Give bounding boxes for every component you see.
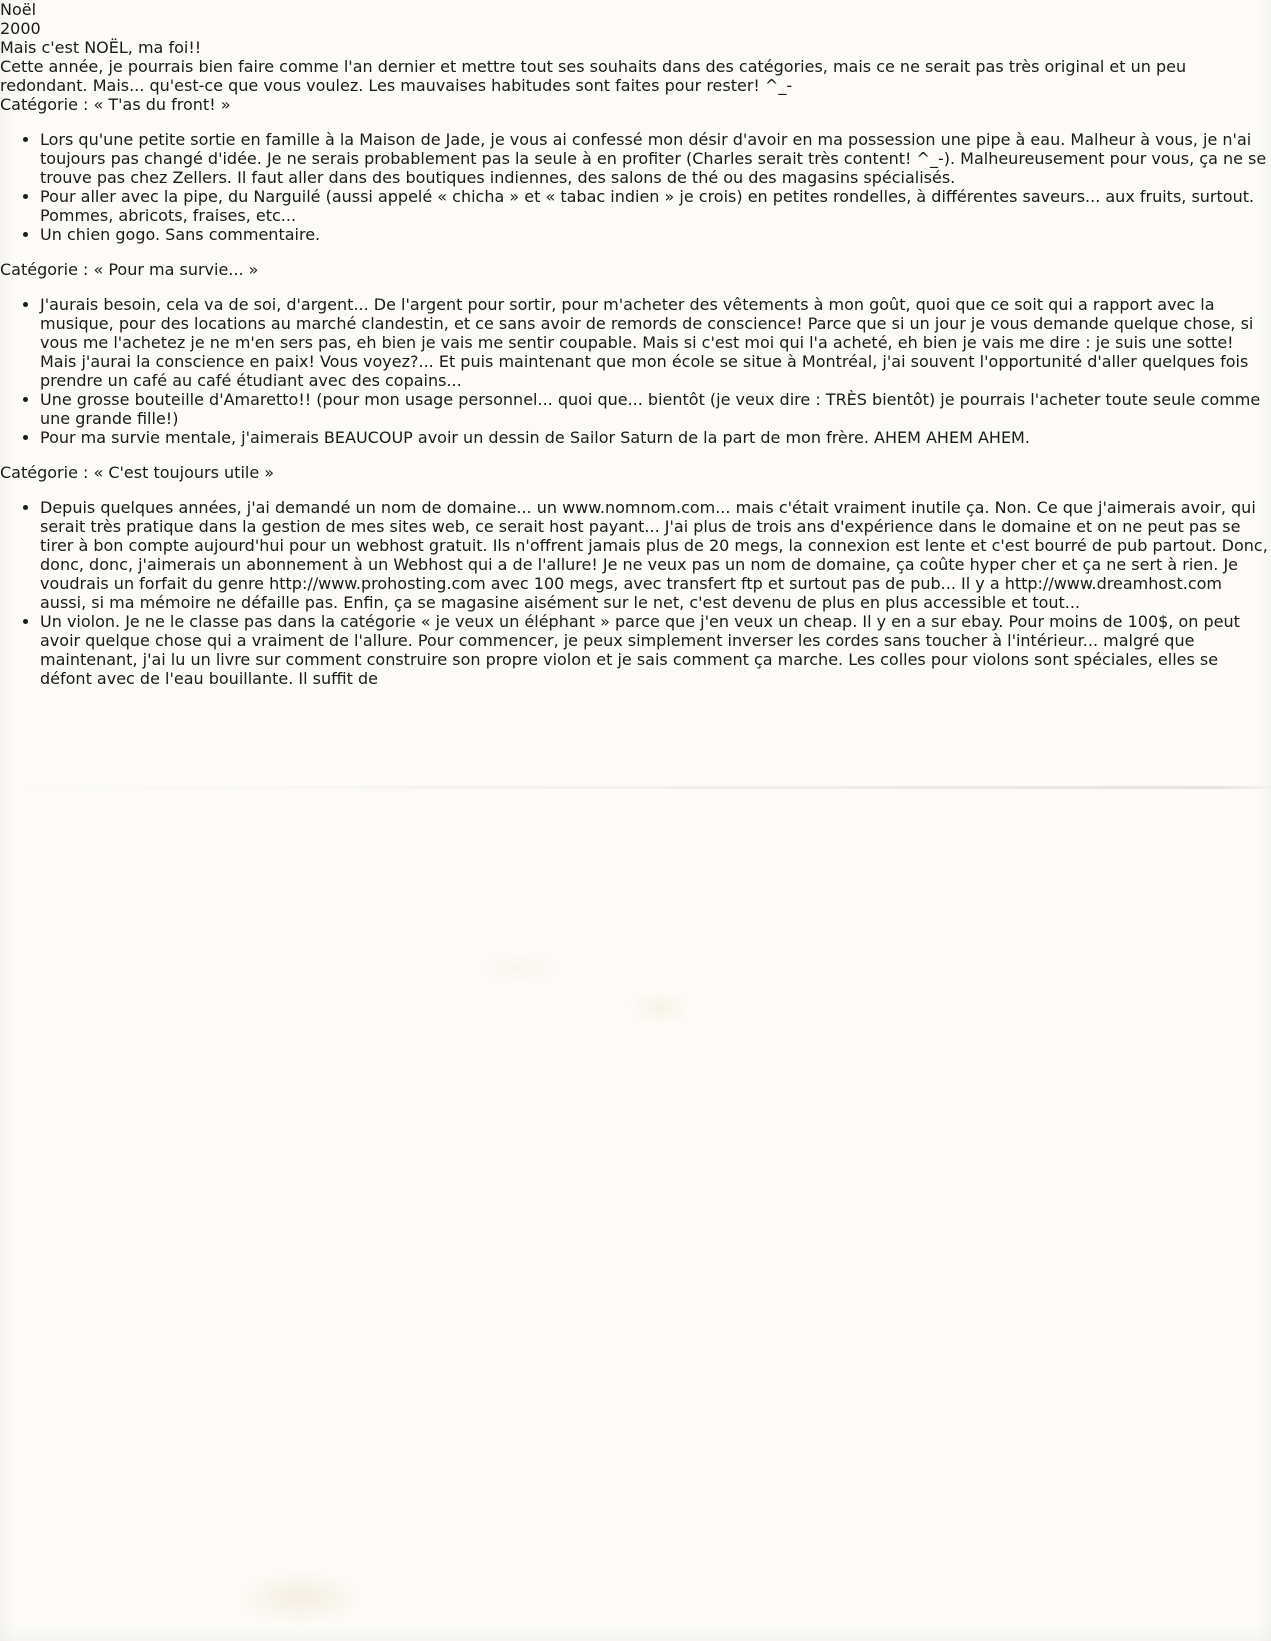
document-content bbox=[0, 38, 1271, 688]
category-heading bbox=[0, 463, 1271, 482]
bold-text: argent bbox=[300, 295, 354, 314]
bold-text: violon bbox=[66, 612, 116, 631]
text-run: . Je ne le classe pas dans la catégorie « je veux un éléphant » parce que j'en veux un cheap. Il y en a sur ebay. Pour moins de 100$, on peut avoir quelque chose qui a vraiment de l'allure. Pour commencer, je peux simplement inverser les cordes sans toucher à l'intérieur... malgré que maintenant, j'ai lu un livre sur comment construire son propre violon et je sais comment ça marche. Les colles pour violons sont spéciales, elles se défont avec de l'eau bouillante. Il suffit de bbox=[40, 612, 1240, 688]
text-run: Un bbox=[40, 612, 67, 631]
text-run: Une grosse bbox=[40, 390, 135, 409]
text-run: Catégorie : « Pour ma survie... » bbox=[0, 260, 259, 279]
bold-text: chien gogo bbox=[66, 225, 155, 244]
text-run: (aussi appelé « chicha » et « tabac indien » je crois) en petites rondelles, à différentes saveurs... aux fruits, surtout. Pommes, abricots, fraises, etc... bbox=[40, 187, 1255, 225]
bullet-item bbox=[40, 498, 1271, 612]
text-run: . Sans commentaire. bbox=[155, 225, 321, 244]
text-run: Cette année, je pourrais bien faire comme l'an dernier et mettre tout ses souhaits dans des catégories, mais ce ne serait pas très original et un peu redondant. Mais... qu'est-ce que vous voulez. Les mauvaises habitudes sont faites pour rester! ^_- bbox=[0, 57, 1187, 95]
text-run: ... De l'argent pour sortir, pour m'acheter des vêtements à mon goût, quoi que ce soit qui a rapport avec la musique, pour des locations au marché clandestin, et ce sans avoir de remords de conscience! Parce que si un jour je vous demande quelque chose, si vous me l'achetez je ne m'en sers pas, eh bien je vais me sentir coupable. Mais si c'est moi qui l'a acheté, eh bien je vais me dire : je suis une sotte! Mais j'aurai la conscience en paix! Vous voyez?... Et puis maintenant que mon école se situe à Montréal, j'ai souvent l'opportunité d'aller quelques fois prendre un café au café étudiant avec des copains... bbox=[40, 295, 1254, 390]
bold-text: Narguilé bbox=[253, 187, 321, 206]
text-run: Catégorie : « C'est toujours utile » bbox=[0, 463, 275, 482]
paragraph bbox=[0, 57, 1271, 95]
document-body bbox=[0, 57, 1271, 688]
bold-text: bouteille d'Amaretto bbox=[134, 390, 299, 409]
bullet-item bbox=[40, 428, 1271, 447]
text-run: !! (pour mon usage personnel... quoi que... bientôt (je veux dire : TRÈS bientôt) je pourrais l'acheter toute seule comme une grande fille!) bbox=[40, 390, 1261, 428]
text-run: . Malheur à vous, je n'ai toujours pas changé d'idée. Je ne serais probablement pas la seule à en profiter (Charles serait très content! ^_-). Malheureusement pour vous, ça ne se trouve pas chez Zellers. Il faut aller dans des boutiques indiennes, des salons de thé ou des magasins spécialisés. bbox=[40, 130, 1267, 187]
text-run: Un bbox=[40, 225, 67, 244]
handwritten-word: Noël bbox=[0, 0, 37, 19]
handwritten-note bbox=[0, 0, 1271, 38]
category-heading-text bbox=[0, 95, 230, 114]
bullet-list bbox=[0, 295, 1271, 447]
text-run: Lors qu'une petite sortie en famille à la Maison de Jade, je vous ai confessé mon désir d'avoir en ma possession une bbox=[40, 130, 976, 149]
paper-crease bbox=[0, 786, 1271, 789]
bullet-item bbox=[40, 390, 1271, 428]
bullet-item bbox=[40, 225, 1271, 244]
text-run: J'aurais besoin, cela va de soi, d' bbox=[40, 295, 301, 314]
text-run: Catégorie : « T'as du front! » bbox=[0, 95, 231, 114]
bullet-item bbox=[40, 130, 1271, 187]
category-heading bbox=[0, 95, 1271, 114]
scan-edge-artifact bbox=[0, 1632, 1271, 1638]
category-heading-text bbox=[0, 463, 274, 482]
text-run: Pour ma survie mentale, j'aimerais BEAUCOUP avoir un bbox=[40, 428, 489, 447]
bullet-list bbox=[0, 498, 1271, 688]
bullet-item bbox=[40, 612, 1271, 688]
url-text: http://www.prohosting.com bbox=[269, 574, 486, 593]
url-text: http://www.dreamhost.com bbox=[1004, 574, 1223, 593]
category-heading bbox=[0, 260, 1271, 279]
handwritten-year: 2000 bbox=[0, 19, 41, 38]
category-heading-text bbox=[0, 260, 258, 279]
bold-text: dessin de Sailor Saturn bbox=[488, 428, 673, 447]
text-run: de la part de mon frère. AHEM AHEM AHEM. bbox=[672, 428, 1030, 447]
bullet-item bbox=[40, 187, 1271, 225]
document-title: Mais c'est NOËL, ma foi!! bbox=[0, 38, 202, 57]
bold-text: abonnement à un Webhost bbox=[246, 555, 463, 574]
bold-text: pipe à eau bbox=[975, 130, 1061, 149]
text-run: Pour aller avec la pipe, du bbox=[40, 187, 254, 206]
text-run: qui a de l'allure! Je ne veux pas un nom de domaine, ça coûte hyper cher et ça ne sert à rien. Je voudrais un forfait du genre bbox=[40, 555, 1239, 593]
text-run: Depuis quelques années, j'ai demandé un nom de domaine... un www.nomnom.com... mais c'était vraiment inutile ça. Non. Ce que j'aimerais avoir, qui serait très pratique dans la gestion de mes sites web, ce serait host payant... J'ai plus de trois ans d'expérience dans le domaine et on ne peut pas se tirer à bon compte aujourd'hui pour un webhost gratuit. Ils n'offrent jamais plus de 20 megs, la connexion est lente et c'est bourré de pub partout. Donc, donc, donc, j'aimerais un bbox=[40, 498, 1268, 574]
bullet-list bbox=[0, 130, 1271, 244]
text-run: aussi, si ma mémoire ne défaille pas. Enfin, ça se magasine aisément sur le net, c'est devenu de plus en plus accessible et tout... bbox=[40, 593, 1081, 612]
bullet-item bbox=[40, 295, 1271, 390]
text-run: avec 100 megs, avec transfert ftp et surtout pas de pub... Il y a bbox=[485, 574, 1005, 593]
